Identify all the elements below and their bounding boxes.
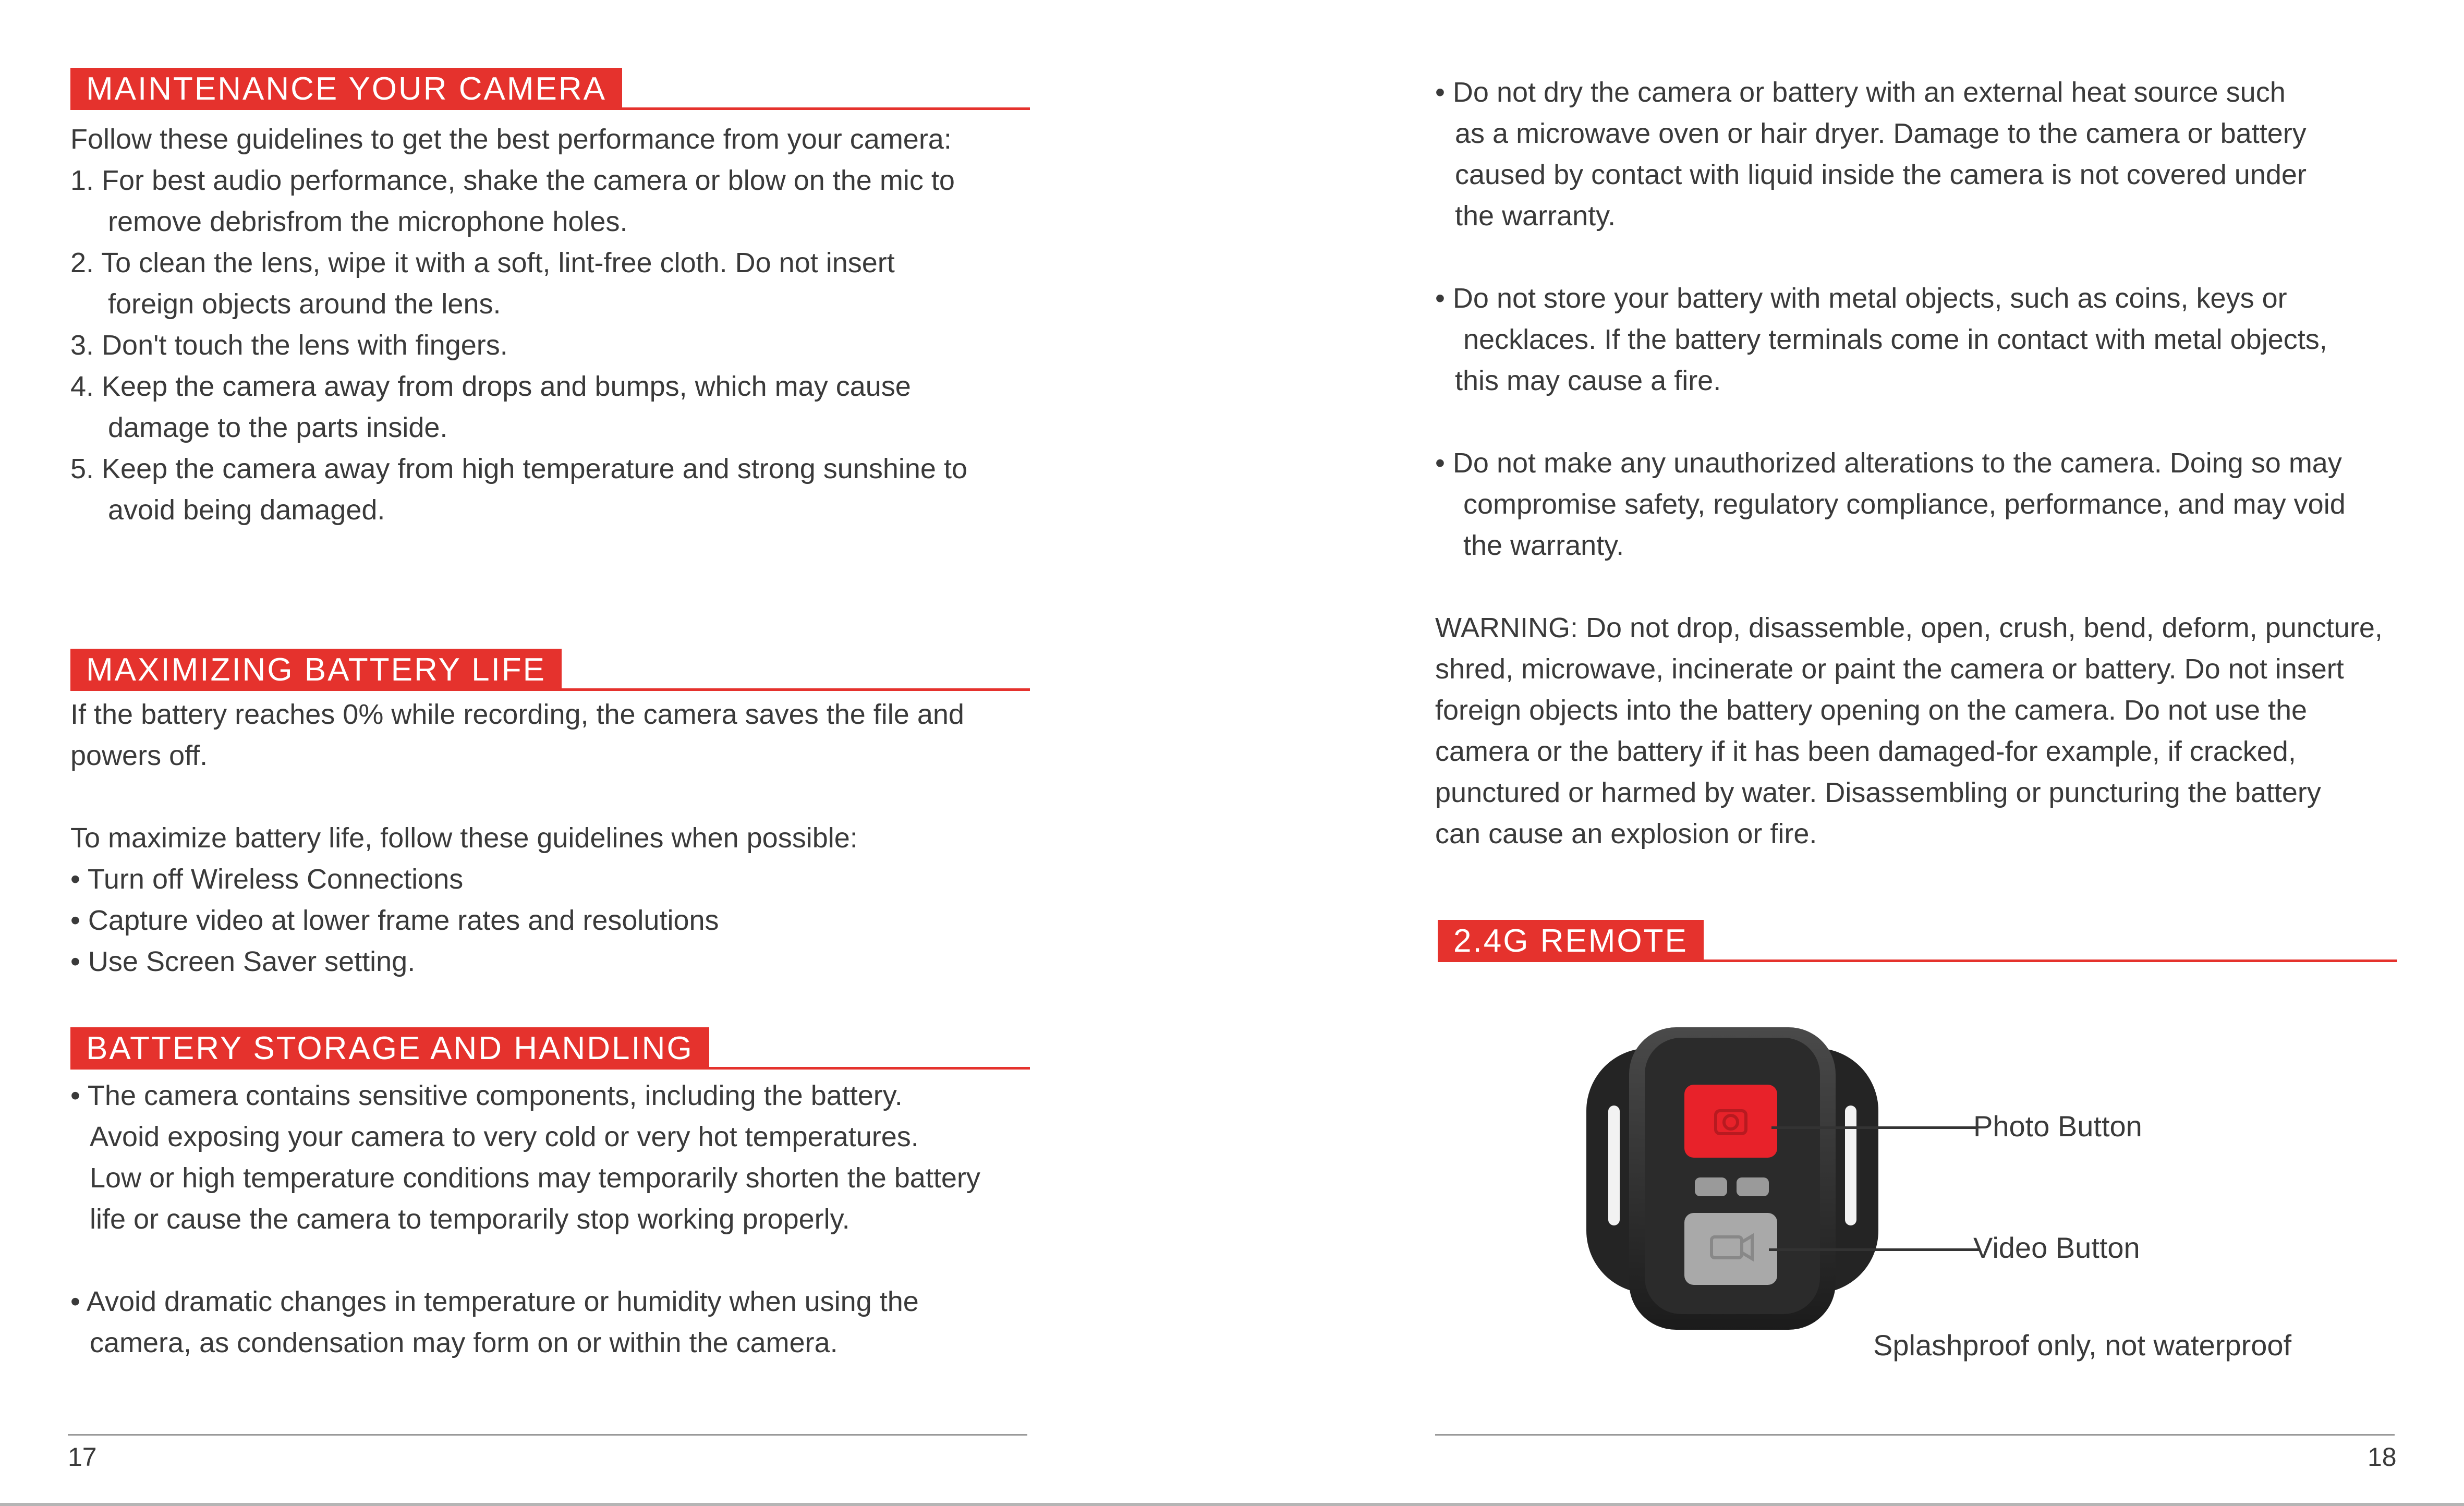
warning-bullet-1-cont: caused by contact with liquid inside the camera is not covered under [1455,159,2307,190]
right-page [1232,0,2464,1506]
warning-paragraph: punctured or harmed by water. Disassembling or puncturing the battery [1435,777,2321,808]
remote-heading: 2.4G REMOTE [1438,920,1704,962]
video-button-leader [1769,1248,1980,1251]
battery-life-bullet: • Turn off Wireless Connections [70,864,464,895]
heading-underline [70,107,1030,110]
footer-rule [1435,1434,2395,1436]
storage-bullet-2-cont: camera, as condensation may form on or within the camera. [90,1327,838,1358]
storage-bullet-1-cont: life or cause the camera to temporarily stop working properly. [90,1204,850,1235]
warning-bullet-1-cont: the warranty. [1455,200,1616,232]
warning-bullet-1: • Do not dry the camera or battery with an external heat source such [1435,77,2286,108]
remote-caption: Splashproof only, not waterproof [1873,1329,2292,1362]
remote-section-header [1438,920,2397,968]
maintenance-item-2-cont: foreign objects around the lens. [108,288,501,320]
maintenance-item-1: 1. For best audio performance, shake the camera or blow on the mic to [70,165,955,196]
maintenance-item-3: 3. Don't touch the lens with fingers. [70,330,508,361]
warning-paragraph: shred, microwave, incinerate or paint the camera or battery. Do not insert [1435,653,2344,685]
battery-life-text: If the battery reaches 0% while recording, the camera saves the file and [70,699,964,730]
warning-paragraph: WARNING: Do not drop, disassemble, open, crush, bend, deform, puncture, [1435,612,2383,643]
warning-bullet-1-cont: as a microwave oven or hair dryer. Damage to the camera or battery [1455,118,2307,149]
remote-control-image [1586,1027,1878,1340]
maintenance-item-1-cont: remove debrisfrom the microphone holes. [108,206,628,237]
warning-paragraph: foreign objects into the battery opening on the camera. Do not use the [1435,695,2308,726]
maintenance-item-5-cont: avoid being damaged. [108,494,385,526]
storage-bullet-1-cont: Avoid exposing your camera to very cold or very hot temperatures. [90,1121,919,1152]
battery-life-guidelines: To maximize battery life, follow these guidelines when possible: [70,822,858,854]
battery-life-bullet: • Capture video at lower frame rates and resolutions [70,905,719,936]
footer-rule [68,1434,1027,1436]
heading-underline [70,1067,1030,1070]
storage-bullet-2: • Avoid dramatic changes in temperature or humidity when using the [70,1286,919,1317]
maintenance-heading: MAINTENANCE YOUR CAMERA [70,68,622,110]
maintenance-item-5: 5. Keep the camera away from high temperature and strong sunshine to [70,453,967,484]
page-number: 18 [2368,1442,2397,1472]
battery-life-heading: MAXIMIZING BATTERY LIFE [70,649,562,690]
maintenance-item-4: 4. Keep the camera away from drops and bumps, which may cause [70,371,911,402]
warning-bullet-2: • Do not store your battery with metal objects, such as coins, keys or [1435,283,2287,314]
battery-life-text-cont: powers off. [70,740,208,771]
bottom-edge-rule [0,1503,2464,1506]
battery-life-bullet: • Use Screen Saver setting. [70,946,416,977]
battery-life-section-header [70,649,1030,697]
warning-bullet-3-cont: compromise safety, regulatory compliance, performance, and may void [1463,489,2346,520]
warning-paragraph: can cause an explosion or fire. [1435,818,1817,849]
heading-underline [70,688,1030,691]
heading-underline [1438,960,2397,962]
warning-bullet-2-cont: this may cause a fire. [1455,365,1721,396]
page-number: 17 [68,1442,97,1472]
storage-heading: BATTERY STORAGE AND HANDLING [70,1027,709,1069]
warning-bullet-3-cont: the warranty. [1463,530,1624,561]
maintenance-item-2: 2. To clean the lens, wipe it with a soft, lint-free cloth. Do not insert [70,247,895,278]
video-button-label: Video Button [1973,1231,2140,1264]
storage-bullet-1: • The camera contains sensitive components, including the battery. [70,1080,903,1111]
maintenance-item-4-cont: damage to the parts inside. [108,412,448,443]
maintenance-intro: Follow these guidelines to get the best performance from your camera: [70,124,952,155]
photo-button-leader [1771,1126,1978,1129]
warning-bullet-2-cont: necklaces. If the battery terminals come in contact with metal objects, [1463,324,2327,355]
maintenance-section-header [70,68,1030,116]
photo-button-label: Photo Button [1973,1110,2142,1143]
warning-paragraph: camera or the battery if it has been damaged-for example, if cracked, [1435,736,2296,767]
storage-bullet-1-cont: Low or high temperature conditions may temporarily shorten the battery [90,1162,980,1194]
storage-section-header [70,1027,1030,1075]
warning-bullet-3: • Do not make any unauthorized alterations to the camera. Doing so may [1435,447,2342,479]
